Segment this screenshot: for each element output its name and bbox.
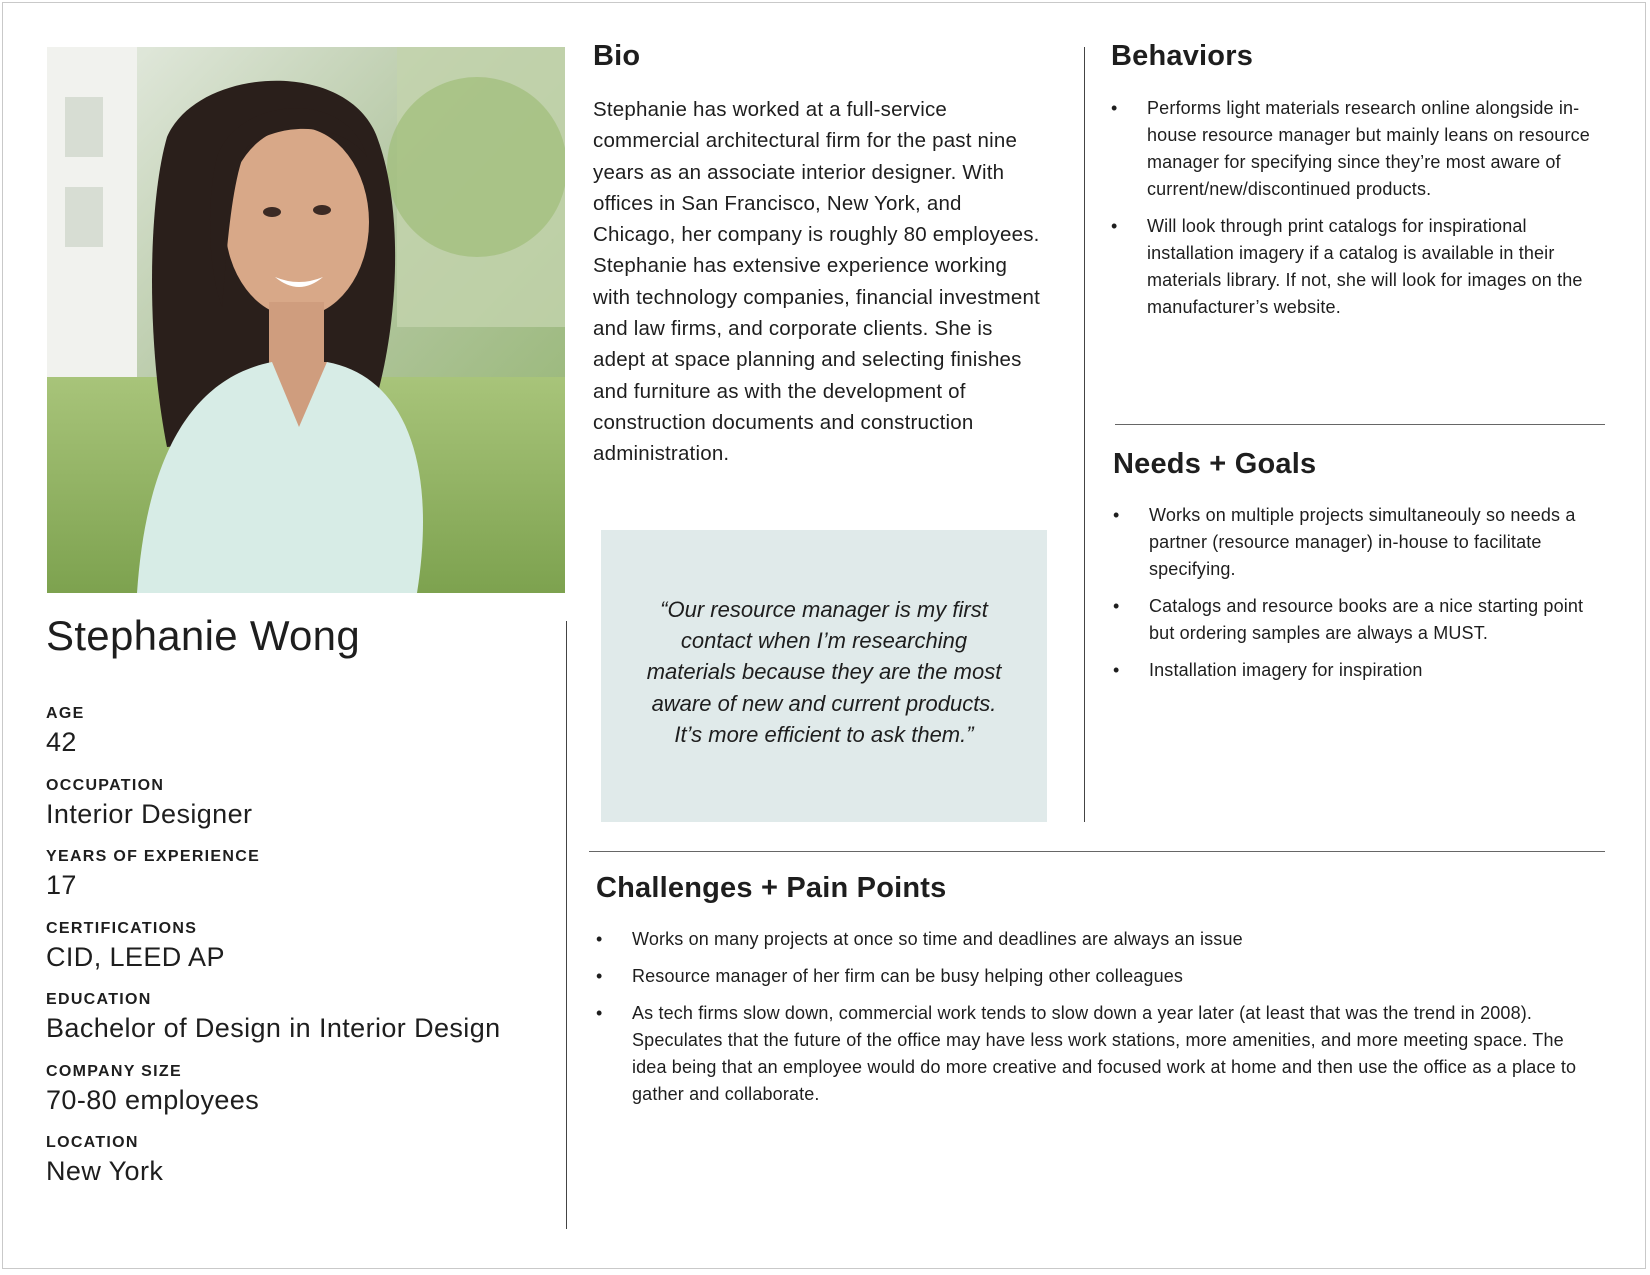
fact-label: AGE	[46, 705, 85, 722]
persona-facts	[46, 704, 556, 1205]
fact-label: CERTIFICATIONS	[46, 919, 198, 937]
needs-heading: Needs + Goals	[1113, 448, 1317, 480]
middle-column-divider	[1084, 47, 1085, 822]
fact-value: New York	[46, 1156, 164, 1186]
behaviors-needs-divider	[1115, 424, 1605, 425]
challenges-divider	[589, 851, 1605, 852]
left-column-divider	[566, 621, 567, 1229]
fact-label: OCCUPATION	[46, 776, 165, 794]
fact-age	[46, 704, 556, 776]
fact-label: YEARS OF EXPERIENCE	[46, 848, 261, 865]
bio-heading: Bio	[593, 40, 641, 72]
list-item: • Installation imagery for inspiration	[1113, 657, 1603, 684]
list-item: • Resource manager of her firm can be busy helping other colleagues	[596, 963, 1596, 990]
fact-certifications	[46, 919, 556, 991]
behaviors-list	[1111, 95, 1611, 331]
quote-text: “Our resource manager is my first contact when I’m researching materials because they are the most aware of new and current products. It’s more efficient to ask them.”	[646, 596, 1002, 747]
fact-value: Bachelor of Design in Interior Design	[46, 1013, 501, 1043]
list-item: • Catalogs and resource books are a nice starting point but ordering samples are always a MUST.	[1113, 593, 1603, 647]
list-item: • Works on multiple projects simultaneouly so needs a partner (resource manager) in-house to facilitate specifying.	[1113, 502, 1603, 583]
persona-name: Stephanie Wong	[46, 612, 360, 659]
persona-photo	[47, 47, 565, 593]
quote-box	[601, 530, 1047, 822]
fact-location	[46, 1133, 556, 1205]
list-item: • Works on many projects at once so time and deadlines are always an issue	[596, 926, 1596, 953]
list-item: • Performs light materials research online alongside in-house resource manager but mainly leans on resource manager for specifying since they’re most aware of current/new/discontinued products.	[1111, 95, 1611, 203]
fact-label: LOCATION	[46, 1134, 139, 1151]
fact-value: 70-80 employees	[46, 1084, 260, 1115]
fact-value: CID, LEED AP	[46, 941, 225, 972]
fact-value: Interior Designer	[46, 798, 253, 829]
fact-label: EDUCATION	[46, 991, 152, 1008]
fact-label: COMPANY SIZE	[46, 1062, 182, 1080]
behaviors-heading: Behaviors	[1111, 40, 1254, 72]
list-item: • Will look through print catalogs for inspirational installation imagery if a catalog is available in their materials library. If not, she will look for images on the manufacturer’s website.	[1111, 213, 1611, 321]
bio-text: Stephanie has worked at a full-service commercial architectural firm for the past nine years as an associate interior designer. With offices in San Francisco, New York, and Chicago, her company is roughly 80 employees. Stephanie has extensive experience working with technology companies, financial investment and law firms, and corporate clients. She is adept at space planning and selecting finishes and furniture as with the development of construction documents and construction administration.	[593, 98, 1040, 466]
fact-education	[46, 990, 556, 1062]
fact-value: 42	[46, 727, 77, 757]
needs-list	[1113, 502, 1603, 694]
fact-value: 17	[46, 870, 77, 900]
fact-company-size	[46, 1062, 556, 1134]
portrait-image	[47, 47, 565, 593]
challenges-list	[596, 926, 1596, 1118]
challenges-heading: Challenges + Pain Points	[596, 872, 947, 904]
fact-years-experience	[46, 847, 556, 919]
fact-occupation	[46, 776, 556, 848]
list-item: • As tech firms slow down, commercial work tends to slow down a year later (at least that was the trend in 2008). Speculates that the future of the office may have less work stations, more amenities, and more meeting space. The idea being that an employee would do more creative and focused work at home and then use the office as a place to gather and collaborate.	[596, 1000, 1596, 1108]
